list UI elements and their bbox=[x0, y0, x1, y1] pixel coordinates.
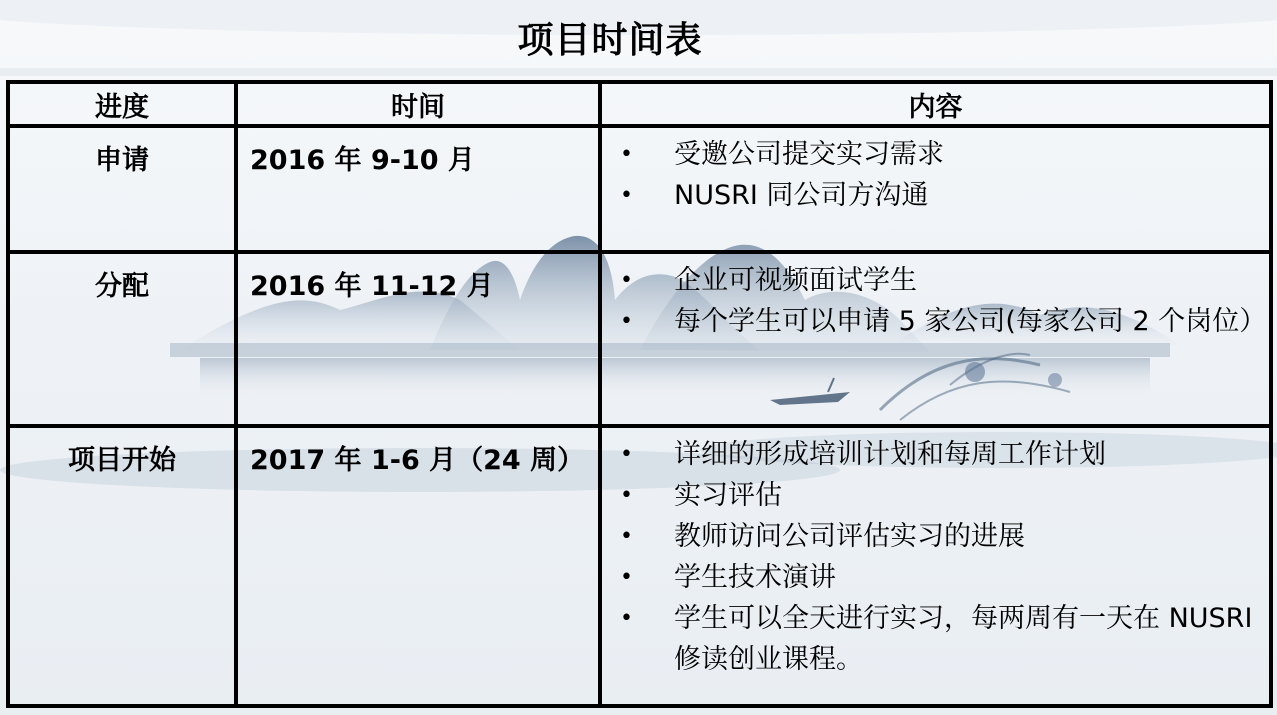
page-title: 项目时间表 bbox=[517, 20, 703, 61]
list-item bbox=[602, 175, 1261, 216]
bullet-icon: • bbox=[620, 483, 633, 508]
content-cell bbox=[600, 126, 1271, 252]
bullet-icon: • bbox=[620, 142, 633, 167]
content-cell bbox=[600, 426, 1271, 706]
bullet-icon: • bbox=[620, 606, 633, 631]
time-cell: 2016 年 9-10 月 bbox=[236, 126, 600, 252]
content-list bbox=[602, 434, 1261, 680]
table-header-row bbox=[8, 82, 1271, 126]
list-item-text: 每个学生可以申请 5 家公司(每家公司 2 个岗位） bbox=[674, 306, 1267, 337]
content-cell bbox=[600, 252, 1271, 426]
header-stage: 进度 bbox=[8, 82, 236, 126]
list-item bbox=[602, 134, 1261, 175]
header-content: 内容 bbox=[600, 82, 1271, 126]
list-item bbox=[602, 301, 1267, 342]
bullet-icon: • bbox=[620, 565, 633, 590]
list-item bbox=[602, 598, 1261, 680]
time-cell: 2017 年 1-6 月（24 周） bbox=[236, 426, 600, 706]
list-item-text: 详细的形成培训计划和每周工作计划 bbox=[674, 439, 1106, 470]
content-list bbox=[602, 134, 1261, 216]
list-item-text: NUSRI 同公司方沟通 bbox=[674, 180, 929, 211]
list-item bbox=[602, 557, 1261, 598]
stage-cell: 分配 bbox=[8, 252, 236, 426]
table-row bbox=[8, 426, 1271, 706]
bullet-icon: • bbox=[620, 524, 633, 549]
header-time: 时间 bbox=[236, 82, 600, 126]
stage-cell: 项目开始 bbox=[8, 426, 236, 706]
list-item bbox=[602, 516, 1261, 557]
list-item bbox=[602, 475, 1261, 516]
table-row bbox=[8, 126, 1271, 252]
bullet-icon: • bbox=[620, 309, 633, 334]
list-item-text: 学生可以全天进行实习，每两周有一天在 NUSRI 修读创业课程。 bbox=[674, 603, 1253, 675]
list-item-text: 受邀公司提交实习需求 bbox=[674, 139, 944, 170]
time-cell: 2016 年 11-12 月 bbox=[236, 252, 600, 426]
list-item bbox=[602, 260, 1261, 301]
table-row bbox=[8, 252, 1271, 426]
stage-cell: 申请 bbox=[8, 126, 236, 252]
schedule-table bbox=[6, 80, 1273, 708]
list-item bbox=[602, 434, 1261, 475]
bullet-icon: • bbox=[620, 183, 633, 208]
list-item-text: 学生技术演讲 bbox=[674, 562, 836, 593]
list-item-text: 实习评估 bbox=[674, 480, 782, 511]
list-item-text: 教师访问公司评估实习的进展 bbox=[674, 521, 1025, 552]
bullet-icon: • bbox=[620, 442, 633, 467]
list-item-text: 企业可视频面试学生 bbox=[674, 265, 917, 296]
bullet-icon: • bbox=[620, 268, 633, 293]
content-list bbox=[602, 260, 1267, 342]
